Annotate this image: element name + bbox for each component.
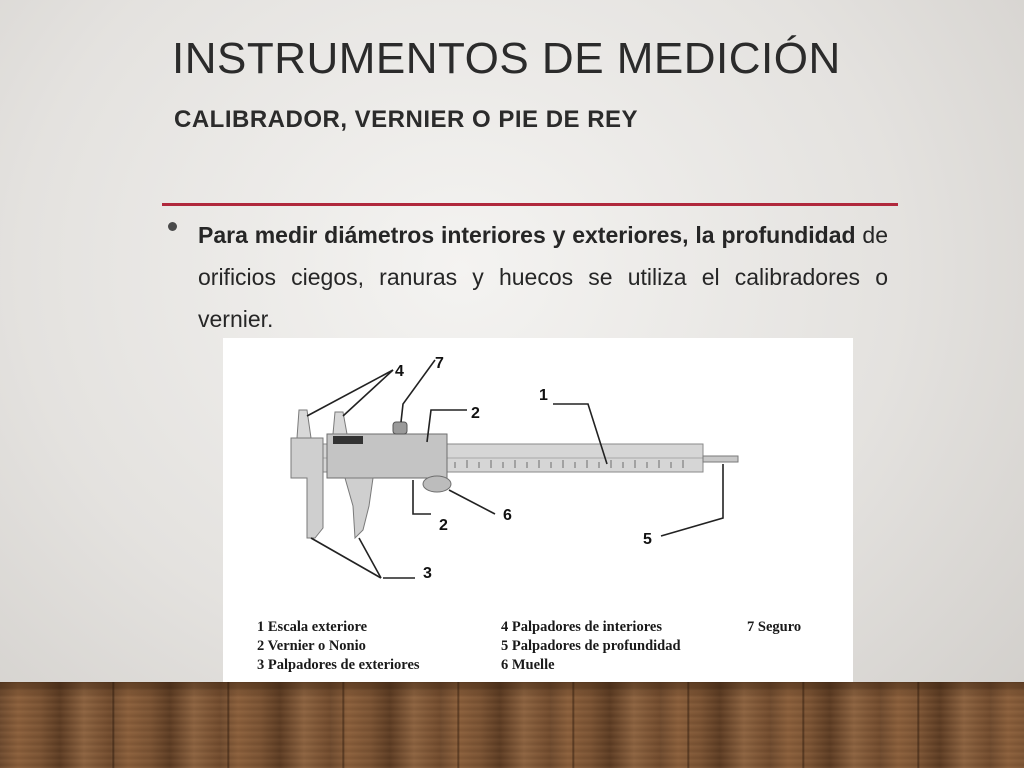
slide-subtitle: CALIBRADOR, VERNIER O PIE DE REY — [174, 106, 639, 133]
legend-item-2: 2 Vernier o Nonio — [257, 638, 366, 654]
callout-1: 1 — [539, 387, 548, 404]
legend-column-2 — [501, 618, 681, 675]
legend-item-3: 3 Palpadores de exteriores — [257, 657, 420, 673]
legend-item-6: 6 Muelle — [501, 657, 555, 673]
legend-item-4: 4 Palpadores de interiores — [501, 619, 662, 635]
bullet-normal-text: de orificios ciegos, ranuras y huecos se utiliza el calibradores o vernier. — [198, 222, 888, 332]
wood-floor — [0, 682, 1024, 768]
callout-3: 3 — [423, 565, 432, 582]
callout-6: 6 — [503, 507, 512, 524]
bullet-item — [168, 214, 888, 340]
legend-item-7: 7 Seguro — [747, 619, 802, 635]
bullet-text — [198, 214, 888, 340]
fixed-jaw — [291, 438, 323, 538]
callout-7: 7 — [435, 355, 444, 372]
callout-2-top: 2 — [471, 405, 480, 422]
legend-item-1: 1 Escala exteriore — [257, 619, 368, 635]
thumb-wheel — [423, 476, 451, 492]
callout-5: 5 — [643, 531, 652, 548]
depth-rod — [703, 456, 738, 462]
slide-title: INSTRUMENTOS DE MEDICIÓN — [172, 34, 841, 83]
bullet-bold-text: Para medir diámetros interiores y exteriores, la — [198, 222, 715, 248]
callout-2-bottom: 2 — [439, 517, 448, 534]
callout-4: 4 — [395, 363, 404, 380]
movable-jaw — [345, 478, 373, 538]
legend-column-1 — [257, 618, 420, 675]
bullet-bold-keyword: profundidad — [721, 222, 856, 248]
legend-column-3 — [747, 618, 801, 637]
locking-screw — [393, 422, 407, 434]
caliper-figure — [223, 338, 853, 688]
title-divider — [162, 203, 898, 206]
legend-item-5: 5 Palpadores de profundidad — [501, 638, 681, 654]
bullet-dot-icon — [168, 222, 177, 231]
